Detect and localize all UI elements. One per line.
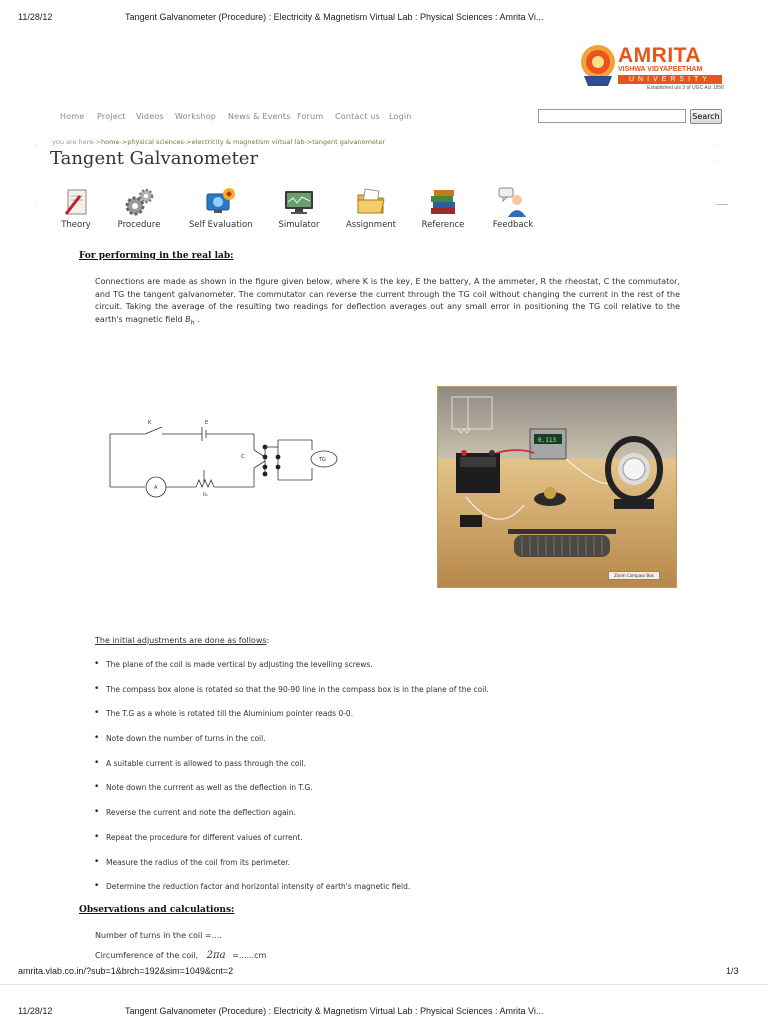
footer-url: amrita.vlab.co.in/?sub=1&brch=192&sim=1049&cnt=2: [18, 966, 234, 976]
initial-adjustments-list: [94, 660, 694, 907]
circuit-label-k: K: [148, 420, 152, 426]
field-subscript: h: [190, 319, 195, 327]
amrita-emblem-icon: [578, 42, 618, 90]
search-button[interactable]: Search: [690, 109, 722, 124]
zoom-compass-box-button[interactable]: Zoom Compass Box: [608, 571, 660, 580]
assignment-folder-icon: [355, 186, 387, 218]
circuit-label-e: E: [205, 420, 209, 426]
circuit-label-c: C: [241, 454, 245, 460]
list-item: • A suitable current is allowed to pass through the coil.: [94, 759, 694, 784]
print-title: Tangent Galvanometer (Procedure) : Electricity & Magnetism Virtual Lab : Physical Sciences : Amrita Vi...: [125, 12, 544, 22]
breadcrumb-trail[interactable]: home->physical sciences->electricity & magnetism virtual lab->tangent galvanometer: [101, 138, 386, 146]
initial-heading-text: The initial adjustments are done as follows: [95, 636, 267, 645]
print-title-2: Tangent Galvanometer (Procedure) : Electricity & Magnetism Virtual Lab : Physical Sciences : Amrita Vi...: [125, 1006, 544, 1016]
menu-theory-label: Theory: [61, 220, 91, 230]
field-symbol: B: [185, 314, 191, 324]
breadcrumb: [52, 138, 385, 146]
menu-feedback-label: Feedback: [492, 220, 534, 230]
menu-assignment[interactable]: [340, 186, 402, 230]
self-evaluation-icon: [204, 186, 236, 218]
nav-news[interactable]: News & Events: [228, 112, 291, 121]
list-item: • The plane of the coil is made vertical by adjusting the levelling screws.: [94, 660, 694, 685]
initial-adjustments-heading: [95, 636, 269, 645]
circuit-label-tg: TG: [319, 457, 326, 463]
simulator-monitor-icon: [283, 186, 315, 218]
logo-line2: VISHWA VIDYAPEETHAM: [618, 66, 703, 73]
menu-assignment-label: Assignment: [345, 220, 397, 230]
menu-reference[interactable]: [412, 186, 474, 230]
menu-theory[interactable]: [45, 186, 107, 230]
menu-simulator-label: Simulator: [278, 220, 320, 230]
logo-tagline: Established u/s 3 of UGC Act 1956: [647, 85, 724, 91]
real-lab-paragraph: [95, 276, 680, 330]
logo-name: AMRITA: [618, 44, 702, 67]
real-lab-heading: For performing in the real lab:: [79, 251, 234, 261]
list-item: • Repeat the procedure for different values of current.: [94, 833, 694, 858]
circumference-label: Circumference of the coil,: [95, 951, 199, 960]
list-item: • Note down the number of turns in the coil.: [94, 734, 694, 759]
amrita-logo[interactable]: [578, 42, 724, 94]
print-date-2: 11/28/12: [18, 1006, 53, 1016]
side-mark: ·: [716, 142, 719, 150]
page-title: Tangent Galvanometer: [50, 148, 259, 169]
reference-books-icon: [427, 186, 459, 218]
circuit-label-a: A: [154, 485, 158, 491]
real-lab-text: Connections are made as shown in the figure given below, where K is the key, E the battery, A the ammeter, R the rheostat, C the commutator, and TG the tangent galvanometer. The commutator can reverse the current through the TG coil without changing the current in the rest of the circuit. Taking the average of the resulting two readings for deflection averages out any small error in positioning the TG coil relative to the earth's magnetic field: [95, 277, 680, 324]
menu-procedure-label: Procedure: [117, 220, 161, 230]
ammeter-reading: 0.113: [538, 437, 557, 444]
list-item: • Measure the radius of the coil from its perimeter.: [94, 858, 694, 883]
gears-icon: [123, 186, 155, 218]
list-item: • Reverse the current and note the deflection again.: [94, 808, 694, 833]
menu-reference-label: Reference: [421, 220, 465, 230]
circumference-line: [95, 950, 266, 961]
nav-forum[interactable]: Forum: [297, 112, 324, 121]
footer-page: 1/3: [726, 966, 739, 976]
nav-videos[interactable]: Videos: [136, 112, 164, 121]
feedback-person-icon: [497, 186, 529, 218]
paragraph-end: .: [196, 314, 200, 324]
list-item: • Note down the currrent as well as the deflection in T.G.: [94, 783, 694, 808]
turns-line: Number of turns in the coil =....: [95, 931, 222, 940]
list-item: • The T.G as a whole is rotated till the Aluminium pointer reads 0-0.: [94, 709, 694, 734]
side-mark: ·: [34, 142, 37, 150]
nav-home[interactable]: Home: [60, 112, 85, 121]
menu-feedback[interactable]: [482, 186, 544, 230]
list-item: • Determine the reduction factor and horizontal intensity of earth's magnetic field.: [94, 882, 694, 907]
circuit-diagram: [100, 412, 340, 504]
apparatus-photo: [437, 386, 677, 588]
list-item: • The compass box alone is rotated so that the 90-90 line in the compass box is in the plane of the coil.: [94, 685, 694, 710]
nav-workshop[interactable]: Workshop: [175, 112, 217, 121]
print-date: 11/28/12: [18, 12, 53, 22]
apparatus-illustration: [438, 387, 676, 587]
side-mark: ·: [34, 199, 37, 207]
initial-heading-colon: :: [266, 636, 270, 645]
breadcrumb-prefix: you are here->: [52, 138, 102, 146]
menu-self-evaluation-label: Self Evaluation: [189, 220, 253, 230]
menu-self-evaluation[interactable]: [189, 186, 251, 230]
observations-heading: Observations and calculations:: [79, 905, 235, 915]
logo-line3: UNIVERSITY: [618, 75, 722, 84]
circuit-label-rh: Rₕ: [203, 493, 208, 498]
side-mark: ·: [716, 158, 719, 166]
menu-simulator[interactable]: [268, 186, 330, 230]
circumference-formula: 2πa: [206, 950, 226, 961]
menu-procedure[interactable]: [108, 186, 170, 230]
nav-login[interactable]: Login: [389, 112, 412, 121]
search-input[interactable]: [538, 109, 686, 123]
page-break: [0, 984, 768, 985]
theory-icon: [60, 186, 92, 218]
side-rule: [716, 204, 728, 205]
nav-contact[interactable]: Contact us: [335, 112, 380, 121]
nav-project[interactable]: Project: [97, 112, 126, 121]
circumference-value: =......cm: [232, 951, 267, 960]
